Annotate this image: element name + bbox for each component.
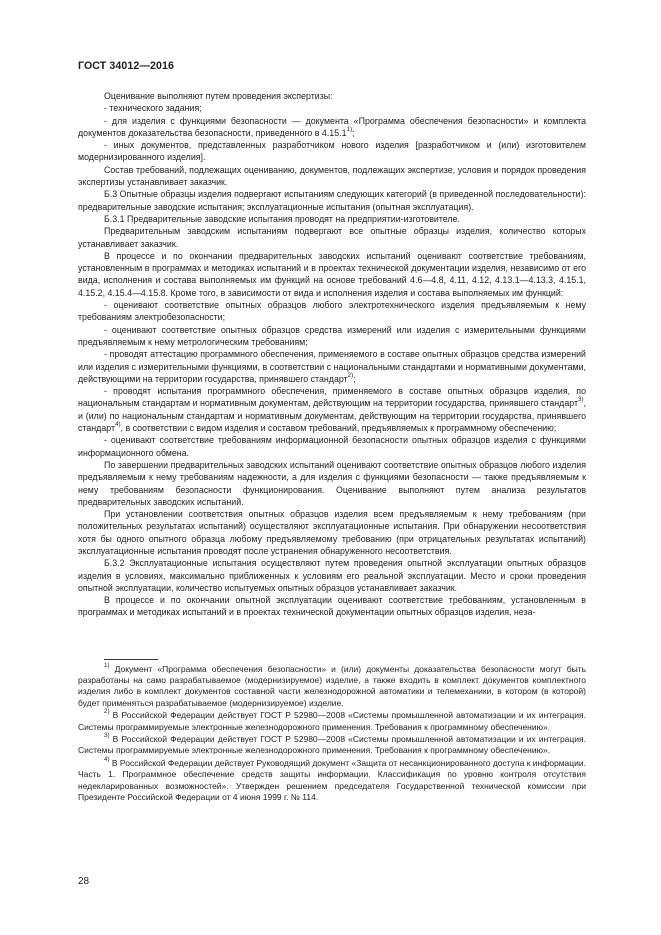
- page-number: 28: [78, 876, 90, 887]
- paragraph: Состав требований, подлежащих оцениванию, документов, подлежащих экспертизе, условия и порядок проведения экспертизы устанавливает заказчик.: [78, 164, 586, 188]
- paragraph: - иных документов, представленных разработчиком нового изделия [разработчиком и (или) изготовителем модернизированного изделия].: [78, 140, 586, 163]
- paragraph: Б.3 Опытные образцы изделия подвергают испытаниям следующих категорий (в приведенной последовательности): предварительные заводские испытания; эксплуатационные испытания (опытная эксплуатация).: [78, 189, 586, 212]
- paragraph: По завершении предварительных заводских испытаний оценивают соответствие опытных образцов любого изделия предъявляемым к нему требованиям надежности, а для изделия с функциями безопасности — также предъявляемым к нему требованиям безопасности функционирования. Оценивание выполняют путем анализа результатов предварительных заводских испытаний.: [78, 459, 586, 507]
- paragraph: - оценивают соответствие опытных образцов средства измерений или изделия с измерительными функциями предъявляемым к нему метрологическим требованиям;: [78, 324, 586, 347]
- footnote-ref[interactable]: 1): [346, 125, 353, 133]
- footnote: $^{1)}$ Документ «Программа обеспечения безопасности» и (или) документы доказательства безопасности могут быть разработаны на само разрабатываемое (модернизируемое) изделие, а также входить в комплект документов комплектного изделия либо в комплект документов составной части железнодорожной автоматики и телемеханики, в котором (в которой) будет применяться разрабатываемое (модернизируемое) изделие.: [78, 662, 586, 708]
- footnote: $^{3)}$ В Российской Федерации действует ГОСТ Р 52980—2008 «Системы промышленной автоматизации и их интеграция. Системы программируемые электронные железнодорожного применения. Требования к программному обеспечению».: [78, 732, 586, 756]
- footnote-mark: 1): [104, 662, 110, 670]
- paragraph: В процессе и по окончании опытной эксплуатации оценивают соответствие требованиям, установленным в программах и методиках испытаний и в проектах технической документации опытных образцов изделия, неза-: [78, 595, 586, 618]
- paragraph: В процессе и по окончании предварительных заводских испытаний оценивают соответствие требованиям, установленным в программах и методиках испытаний и в проектах технической документации изделия, независимо от его вида, исполнения и состава выполняемых им функций на основе требований 4.6—4.8, 4.11, 4.12, 4.13.1—4.13.3, 4.15.1, 4.15.2, 4.15.4—4.15.8. Кроме того, в зависимости от вида и исполнения изделия и состава выполняемых им функций:: [78, 250, 586, 298]
- footnote-ref[interactable]: 3): [578, 396, 584, 404]
- paragraph: - проводят аттестацию программного обеспечения, применяемого в составе опытных образцов средства измерений или изделия с измерительными функциями, в соответствии с национальными стандартами и нормативными документами, действующими на территории государства, принявшего стандарт$^{2)}$;: [78, 349, 586, 384]
- footnote-ref[interactable]: 4): [115, 421, 121, 429]
- footnote: $^{2)}$ В Российской Федерации действует ГОСТ Р 52980—2008 «Системы промышленной автоматизации и их интеграция. Системы программируемые электронные железнодорожного применения. Требования к программному обеспечению».: [78, 708, 586, 732]
- paragraph: Оценивание выполняют путем проведения экспертизы:: [104, 91, 333, 101]
- footnote-ref[interactable]: 2): [347, 371, 354, 379]
- paragraph: Б.3.2 Эксплуатационные испытания осуществляют путем проведения опытной эксплуатации опытных образцов изделия в условиях, максимально приближенных к условиям его реальной эксплуатации. Место и сроки проведения опытной эксплуатации, количество испытуемых опытных образцов устанавливает заказчик.: [78, 558, 586, 593]
- footnote-mark: 2): [104, 708, 110, 716]
- paragraph: Б.3.1 Предварительные заводские испытания проводят на предприятии-изготовителе.: [104, 213, 460, 224]
- paragraph: При установлении соответствия опытных образцов изделия всем предъявляемым к нему требованиям (при положительных результатах испытаний) осуществляют эксплуатационные испытания. При обнаружении несоответствия хотя бы одного опытного образца любому предъявляемому требованию (при отрицательных результатах испытаний) эксплуатационные испытания проводят после устранения обнаруженного несоответствия.: [78, 509, 586, 556]
- paragraph: - оценивают соответствие опытных образцов любого электротехнического изделия предъявляемым к нему требованиям электробезопасности;: [78, 300, 586, 323]
- paragraph: Предварительным заводским испытаниям подвергают все опытные образцы изделия, количество которых устанавливает заказчик.: [78, 226, 586, 249]
- paragraph: - оценивают соответствие требованиям информационной безопасности опытных образцов изделия с функциями информационного обмена.: [78, 435, 586, 458]
- document-body: [78, 90, 586, 619]
- footnote-divider: [104, 659, 158, 660]
- footnote: $^{4)}$ В Российской Федерации действует Руководящий документ «Защита от несанкционированного доступа к информации. Часть 1. Программное обеспечение средств защиты информации. Классификация по уровню контроля отсутствия недекларированных возможностей». Утвержден решением председателя Государственной технической комиссии при Президенте Российской Федерации от 4 июня 1999 г. № 114.: [78, 756, 586, 802]
- footnote-mark: 3): [104, 732, 110, 740]
- paragraph: - проводят испытания программного обеспечения, применяемого в составе опытных образцов изделия, по национальным стандартам и нормативным документам, действующим на территории государства, принявшего стандарт$^{3)}$, и (или) по национальным стандартам и нормативным документам, действующим на территории государства, принявшего стандарт$^{4)}$, в соответствии с видом изделия и составом требований, предъявляемых к программному обеспечению;: [78, 386, 586, 434]
- footnote-mark: 4): [104, 756, 110, 764]
- document-header: ГОСТ 34012—2016: [78, 60, 175, 72]
- paragraph: - для изделия с функциями безопасности — документа «Программа обеспечения безопасности» и комплекта документов доказательства безопасности, приведенного в 4.15.1$^{1)}$;: [78, 115, 586, 138]
- paragraph: - технического задания;: [104, 103, 202, 114]
- footnotes: [78, 664, 586, 804]
